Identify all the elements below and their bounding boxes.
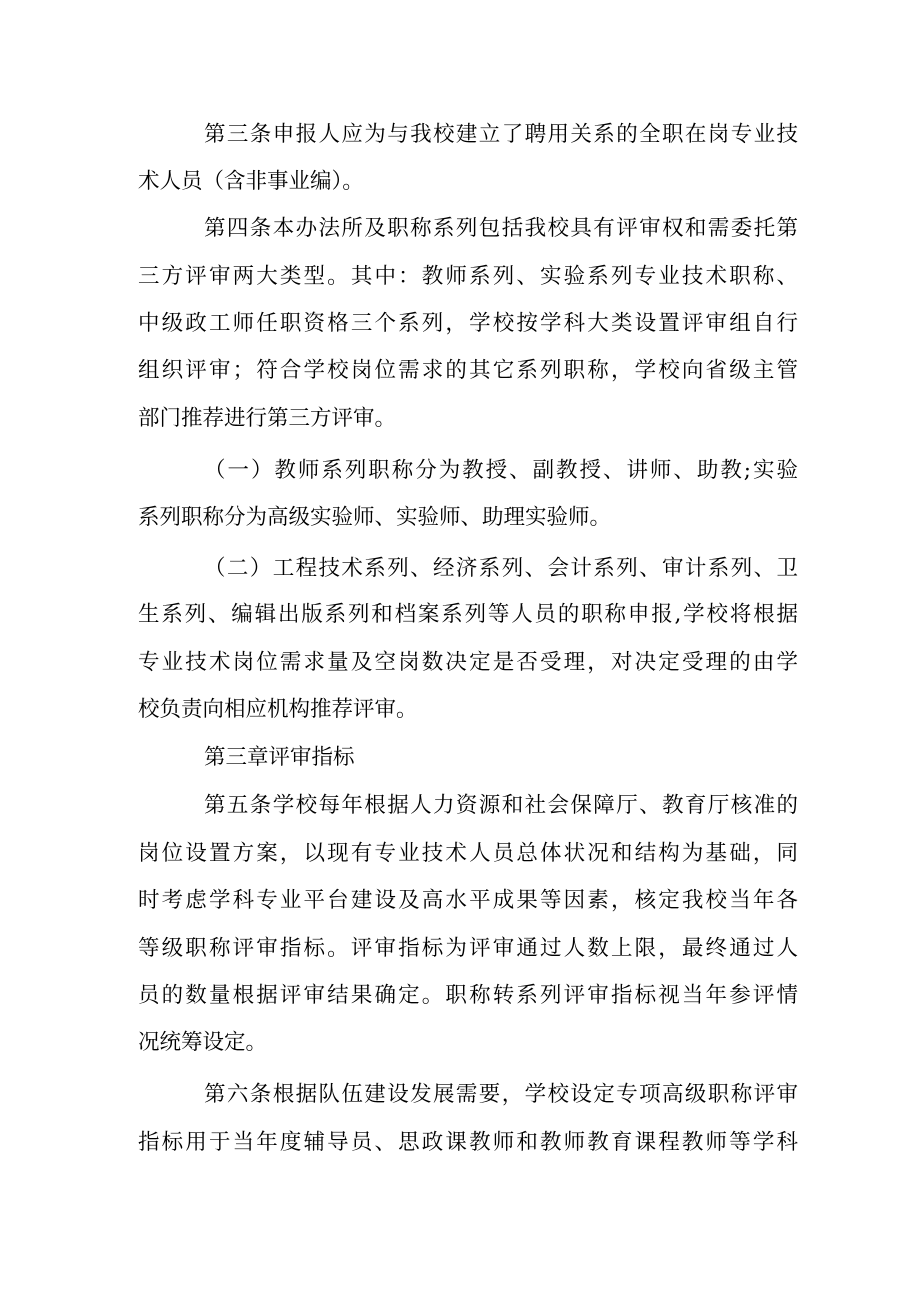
text-line: 部门推荐进行第三方评审。 xyxy=(138,406,397,431)
text-line: 组织评审；符合学校岗位需求的其它系列职称，学校向省级主管 xyxy=(138,358,798,383)
text-line: 第六条根据队伍建设发展需要，学校设定专项高级职称评审 xyxy=(204,1082,798,1107)
text-line: 第三章评审指标 xyxy=(204,745,355,770)
text-line: 第三条申报人应为与我校建立了聘用关系的全职在岗专业技 xyxy=(204,122,798,147)
text-line: 校负责向相应机构推荐评审。 xyxy=(138,697,418,722)
text-line: 中级政工师任职资格三个系列，学校按学科大类设置评审组自行 xyxy=(138,311,798,336)
text-line: 况统筹设定。 xyxy=(138,1030,268,1055)
text-line: 系列职称分为高级实验师、实验师、助理实验师。 xyxy=(138,505,612,530)
text-line: 三方评审两大类型。其中：教师系列、实验系列专业技术职称、 xyxy=(138,264,798,289)
text-line: 等级职称评审指标。评审指标为评审通过人数上限，最终通过人 xyxy=(138,936,798,961)
text-line: 员的数量根据评审结果确定。职称转系列评审指标视当年参评情 xyxy=(138,983,798,1008)
text-line: （一）教师系列职称分为教授、副教授、讲师、助教;实验 xyxy=(204,458,798,483)
text-line: （二）工程技术系列、经济系列、会计系列、审计系列、卫 xyxy=(204,556,798,581)
text-line: 岗位设置方案，以现有专业技术人员总体状况和结构为基础，同 xyxy=(138,841,798,866)
text-line: 第四条本办法所及职称系列包括我校具有评审权和需委托第 xyxy=(204,216,798,241)
text-line: 术人员（含非事业编）。 xyxy=(138,169,364,194)
text-line: 时考虑学科专业平台建设及高水平成果等因素，核定我校当年各 xyxy=(138,888,798,913)
text-line: 专业技术岗位需求量及空岗数决定是否受理，对决定受理的由学 xyxy=(138,650,798,675)
text-line: 生系列、编辑出版系列和档案系列等人员的职称申报,学校将根据 xyxy=(138,602,798,627)
text-line: 指标用于当年度辅导员、思政课教师和教师教育课程教师等学科 xyxy=(138,1130,798,1155)
text-line: 第五条学校每年根据人力资源和社会保障厅、教育厅核准的 xyxy=(204,793,798,818)
